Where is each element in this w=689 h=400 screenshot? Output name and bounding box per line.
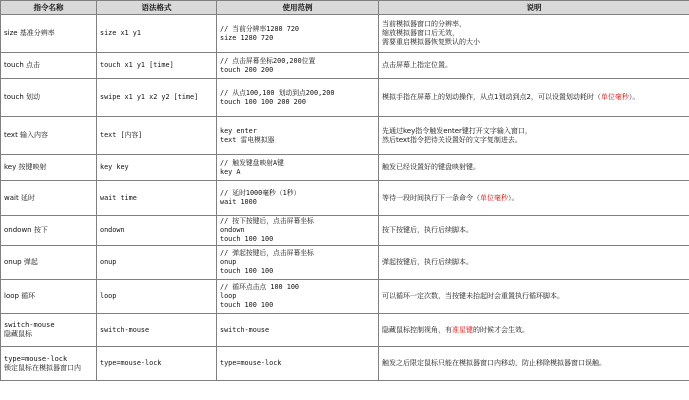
table-row xyxy=(1,155,689,181)
command-description: 弹起按键后，执行后续脚本。 xyxy=(379,246,689,280)
command-name: text 输入内容 xyxy=(1,117,97,155)
command-example: // 弹起按键后，点击屏幕坐标 onup touch 100 100 xyxy=(217,246,379,280)
command-description: 触发之后限定鼠标只能在模拟器窗口内移动，防止移除模拟器窗口误触。 xyxy=(379,347,689,381)
command-example: // 点击屏幕坐标200,200位置 touch 200 200 xyxy=(217,53,379,79)
crosshair-key-highlight: 准星键 xyxy=(452,325,473,334)
command-description: 触发已经设置好的键盘映射键。 xyxy=(379,155,689,181)
command-example: // 按下按键后，点击屏幕坐标 ondown touch 100 100 xyxy=(217,216,379,246)
command-example: // 循环点击点 100 100 loop touch 100 100 xyxy=(217,280,379,314)
command-syntax: touch x1 y1 [time] xyxy=(97,53,217,79)
header-example: 使用范例 xyxy=(217,1,379,15)
command-syntax: onup xyxy=(97,246,217,280)
command-syntax: loop xyxy=(97,280,217,314)
command-example: // 当前分辨率1280 720 size 1280 720 xyxy=(217,15,379,53)
command-syntax: swipe x1 y1 x2 y2 [time] xyxy=(97,79,217,117)
table-row xyxy=(1,347,689,381)
table-row xyxy=(1,53,689,79)
command-name: loop 循环 xyxy=(1,280,97,314)
command-name: touch 划动 xyxy=(1,79,97,117)
command-example: key enter text 雷电模拟器 xyxy=(217,117,379,155)
table-row xyxy=(1,246,689,280)
header-command-name: 指令名称 xyxy=(1,1,97,15)
table-row xyxy=(1,314,689,347)
command-description: 等待一段时间执行下一条命令（单位毫秒）。 xyxy=(379,181,689,216)
command-syntax: size x1 y1 xyxy=(97,15,217,53)
unit-highlight: 单位毫秒 xyxy=(480,193,508,202)
command-syntax: type=mouse-lock xyxy=(97,347,217,381)
command-example: switch-mouse xyxy=(217,314,379,347)
command-description: 隐藏鼠标控制视角，有准星键的时候才会生效。 xyxy=(379,314,689,347)
command-syntax: text [内容] xyxy=(97,117,217,155)
command-example: // 从点100,100 划动到点200,200 touch 100 100 200 200 xyxy=(217,79,379,117)
command-name: type=mouse-lock 锁定鼠标在模拟器窗口内 xyxy=(1,347,97,381)
header-syntax: 语法格式 xyxy=(97,1,217,15)
command-description: 先通过key指令触发enter键打开文字输入窗口， 然后text指令把待关设置好的文字复制进去。 xyxy=(379,117,689,155)
command-name: ondown 按下 xyxy=(1,216,97,246)
command-name: switch-mouse 隐藏鼠标 xyxy=(1,314,97,347)
unit-highlight: 单位毫秒 xyxy=(600,93,629,101)
command-example: // 触发键盘映射A键 key A xyxy=(217,155,379,181)
command-description: 点击屏幕上指定位置。 xyxy=(379,53,689,79)
command-example: type=mouse-lock xyxy=(217,347,379,381)
command-description: 当前模拟器窗口的分辨率， 缩放模拟器窗口后无效， 需要重启模拟器恢复默认的大小 xyxy=(379,15,689,53)
table-row xyxy=(1,280,689,314)
command-syntax: key key xyxy=(97,155,217,181)
command-name: wait 延时 xyxy=(1,181,97,216)
table-row xyxy=(1,15,689,53)
table-header-row xyxy=(1,1,689,15)
table-row xyxy=(1,216,689,246)
table-row xyxy=(1,117,689,155)
command-example: // 延时1000毫秒（1秒） wait 1000 xyxy=(217,181,379,216)
command-description: 按下按键后，执行后续脚本。 xyxy=(379,216,689,246)
header-description: 说明 xyxy=(379,1,689,15)
command-syntax: switch-mouse xyxy=(97,314,217,347)
command-syntax: ondown xyxy=(97,216,217,246)
command-syntax: wait time xyxy=(97,181,217,216)
command-name: key 按键映射 xyxy=(1,155,97,181)
command-description: 模拟手指在屏幕上的划动操作，从点1划动到点2，可以设置划动耗时（单位毫秒）。 xyxy=(379,79,689,117)
command-description: 可以循环一定次数，当按键未抬起时会重置执行循环脚本。 xyxy=(379,280,689,314)
table-row xyxy=(1,79,689,117)
command-name: onup 弹起 xyxy=(1,246,97,280)
table-row xyxy=(1,181,689,216)
command-name: touch 点击 xyxy=(1,53,97,79)
command-name: size 基准分辨率 xyxy=(1,15,97,53)
